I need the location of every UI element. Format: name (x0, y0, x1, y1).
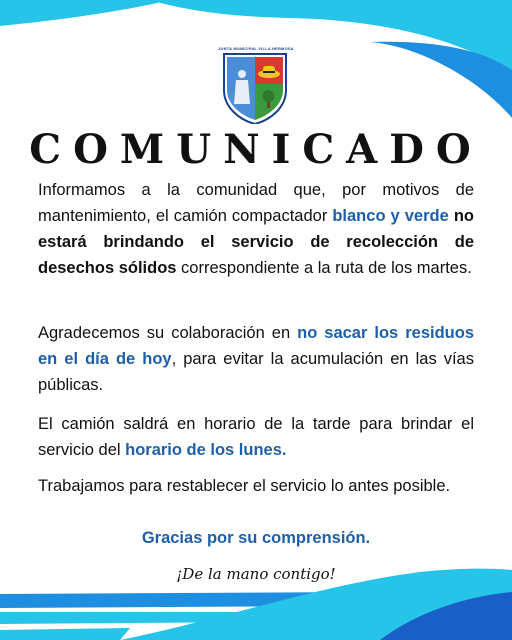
paragraph2-highlight: no sacar los residuos en el día de hoy (38, 324, 474, 368)
paragraph2-text-2: , para evitar la acumulación en las vías públicas. (38, 350, 474, 394)
paragraph3-highlight: horario de los lunes. (125, 441, 287, 459)
thanks-message: Gracias por su comprensión. (141, 529, 371, 547)
paragraph-schedule (38, 411, 474, 463)
bottom-left-band-3 (0, 628, 130, 640)
paragraph1-text-1: Informamos a la comunidad que, por motivos de mantenimiento, el camión compactador (38, 181, 474, 225)
motto-signature: ¡De la mano contigo! (176, 565, 336, 583)
paragraph1-highlight-no-service: no estará brindando el servicio de recolección de desechos sólidos (38, 207, 474, 277)
paragraph-request (38, 320, 474, 398)
crest-label: JUNTA MUNICIPAL VILLA HERMOSA (218, 46, 294, 51)
paragraph3-text-1: El camión saldrá en horario de la tarde para brindar el servicio del (38, 415, 474, 459)
paragraph-closing: Trabajamos para restablecer el servicio lo antes posible. (38, 477, 451, 495)
page-title: COMUNICADO (29, 126, 483, 173)
paragraph-announcement (38, 177, 474, 281)
municipal-crest-icon (220, 44, 290, 124)
paragraph2-text-1: Agradecemos su colaboración en (38, 324, 298, 342)
paragraph1-highlight-truck-color: blanco y verde (332, 207, 449, 225)
paragraph1-text-2: correspondiente a la ruta de los martes. (176, 259, 472, 277)
